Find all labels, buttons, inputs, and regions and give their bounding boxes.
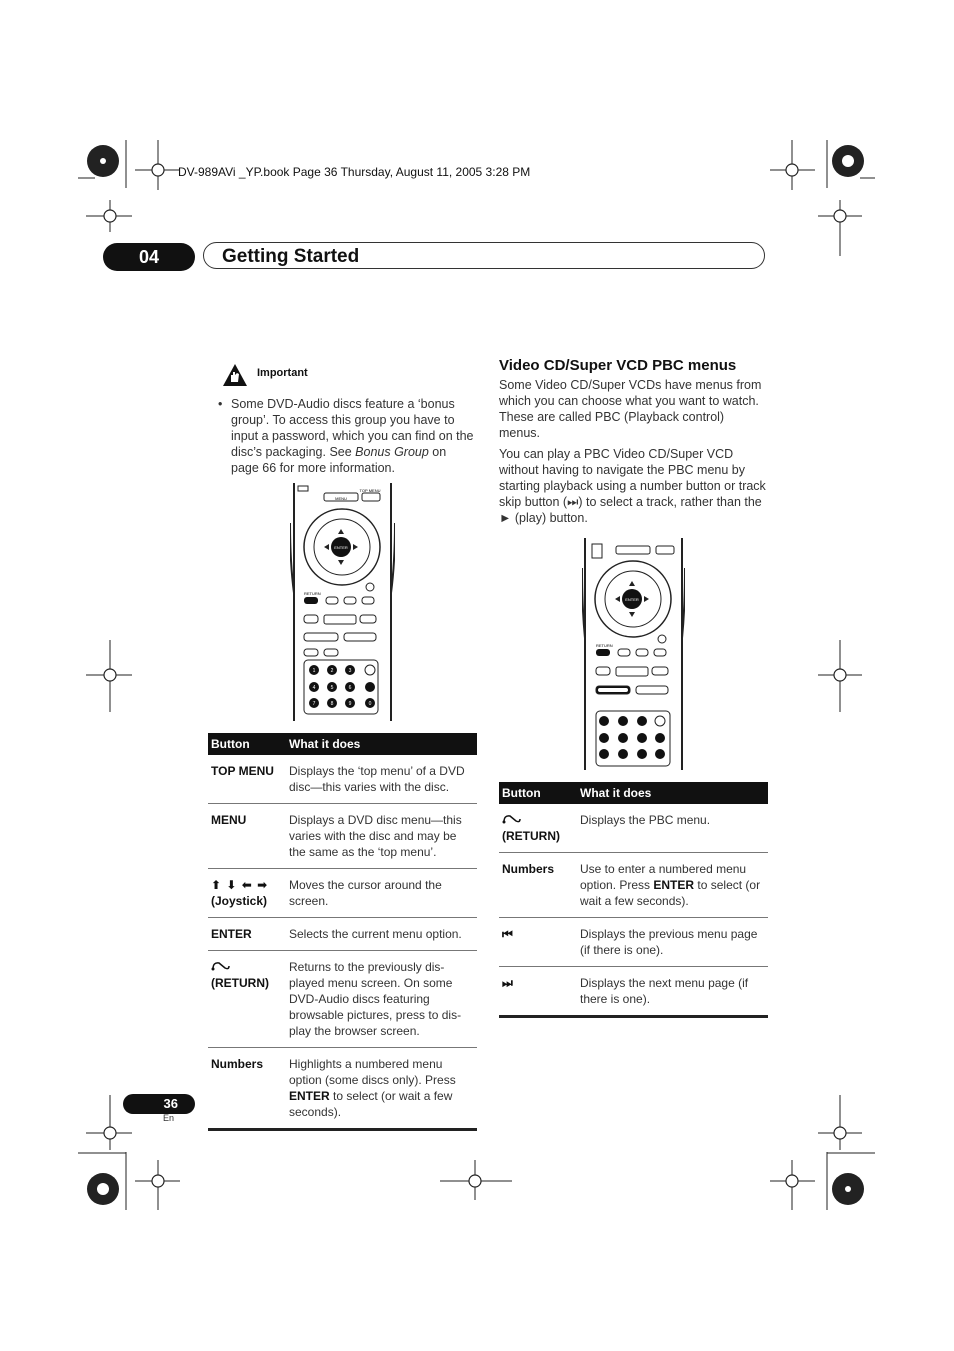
table-row	[499, 918, 768, 967]
table-row	[208, 951, 477, 1048]
remote-top-menu-label: TOP MENU	[359, 488, 381, 493]
table-row	[208, 1048, 477, 1130]
bullet-link-italic: Bonus Group	[355, 445, 429, 459]
chapter-number: 04	[103, 243, 195, 271]
remote-return-label: RETURN	[596, 643, 613, 648]
table-header: What it does	[286, 733, 477, 755]
section-title: Video CD/Super VCD PBC menus	[499, 357, 737, 374]
button-name: (Joystick)	[211, 894, 268, 908]
button-name: MENU	[208, 804, 286, 869]
button-name: TOP MENU	[208, 755, 286, 804]
table-row	[208, 918, 477, 951]
remote-digit: 9	[348, 701, 352, 707]
button-desc: Use to enter a numbered menu option. Press ENTER to select (or wait a few seconds).	[577, 853, 768, 918]
table-row	[208, 869, 477, 918]
button-desc: Displays the next menu page (if there is one).	[577, 967, 768, 1017]
button-desc: Displays a DVD disc menu—this varies with the disc and may be the same as the ‘top menu’.	[286, 804, 477, 869]
important-hand-icon	[222, 363, 248, 387]
remote-digit: 6	[348, 685, 352, 691]
important-label: Important	[257, 367, 308, 379]
button-desc: Displays the previous menu page (if there is one).	[577, 918, 768, 967]
table-header: What it does	[577, 782, 768, 804]
button-name: Numbers	[499, 853, 577, 918]
section-paragraph-1: Some Video CD/Super VCDs have menus from which you can choose what you want to watch. These are called PBC (Playback control) menus.	[499, 378, 762, 440]
important-bullet: • Some DVD-Audio discs feature a ‘bonus group’. To access this group you have to input a password, which you can find on the disc’s packaging. See Bonus Group on page 66 for more information.	[218, 397, 474, 475]
left-button-table	[208, 733, 477, 1131]
remote-enter-label: ENTER	[334, 545, 348, 550]
remote-digit: 1	[312, 668, 316, 674]
remote-digit: 0	[368, 701, 372, 707]
button-desc: Displays the ‘top menu’ of a DVD disc—this varies with the disc.	[286, 755, 477, 804]
remote-digit: 2	[330, 668, 334, 674]
bullet-text-1: Some DVD-Audio discs feature a ‘bonus group’. To access this group you have to input a password, which you can find on the disc’s packaging. See	[231, 397, 474, 459]
bullet-text-2: on page 66 for more information.	[231, 445, 447, 475]
return-icon	[502, 814, 522, 824]
button-name: (RETURN)	[211, 976, 269, 990]
remote-enter-label: ENTER	[625, 597, 639, 602]
remote-digit: 8	[330, 701, 334, 707]
button-name: Numbers	[208, 1048, 286, 1130]
table-row	[208, 755, 477, 804]
table-row	[208, 804, 477, 869]
previous-track-icon: ⏮	[499, 918, 577, 967]
remote-digit: 4	[312, 685, 316, 691]
section-paragraph-2: You can play a PBC Video CD/Super VCD without having to navigate the PBC menu by starting playback using a number button or track skip button (⏭) to select a track, rather than the ► (play) button.	[499, 447, 766, 525]
button-desc: Moves the cursor around the screen.	[286, 869, 477, 918]
remote-digit: 5	[330, 685, 334, 691]
remote-menu-label: MENU	[335, 496, 347, 501]
button-desc: Returns to the previously dis-played menu screen. On some DVD-Audio discs featuring browsable pictures, press to dis-play the browser screen.	[286, 951, 477, 1048]
remote-digit: 3	[348, 668, 352, 674]
button-desc: Displays the PBC menu.	[577, 804, 768, 853]
page-language: En	[163, 1113, 175, 1123]
print-header: DV-989AVi _YP.book Page 36 Thursday, August 11, 2005 3:28 PM	[178, 165, 531, 179]
arrow-keys-icon: ⬆ ⬇ ⬅ ➡	[211, 878, 269, 892]
table-row	[499, 804, 768, 853]
button-name: (RETURN)	[502, 829, 560, 843]
table-header: Button	[499, 782, 577, 804]
table-row	[499, 967, 768, 1017]
next-track-icon: ⏭	[499, 967, 577, 1017]
button-desc: Selects the current menu option.	[286, 918, 477, 951]
table-row	[499, 853, 768, 918]
button-name: ENTER	[208, 918, 286, 951]
remote-illustration-right	[582, 538, 685, 770]
return-icon	[211, 961, 231, 971]
table-header: Button	[208, 733, 286, 755]
chapter-title: Getting Started	[203, 242, 765, 269]
remote-return-label: RETURN	[304, 591, 321, 596]
right-button-table	[499, 782, 768, 1018]
remote-digit: 7	[312, 701, 316, 707]
remote-illustration-left	[290, 483, 395, 721]
page-number: 36	[123, 1094, 195, 1114]
button-desc: Highlights a numbered menu option (some discs only). Press ENTER to select (or wait a few seconds).	[286, 1048, 477, 1130]
